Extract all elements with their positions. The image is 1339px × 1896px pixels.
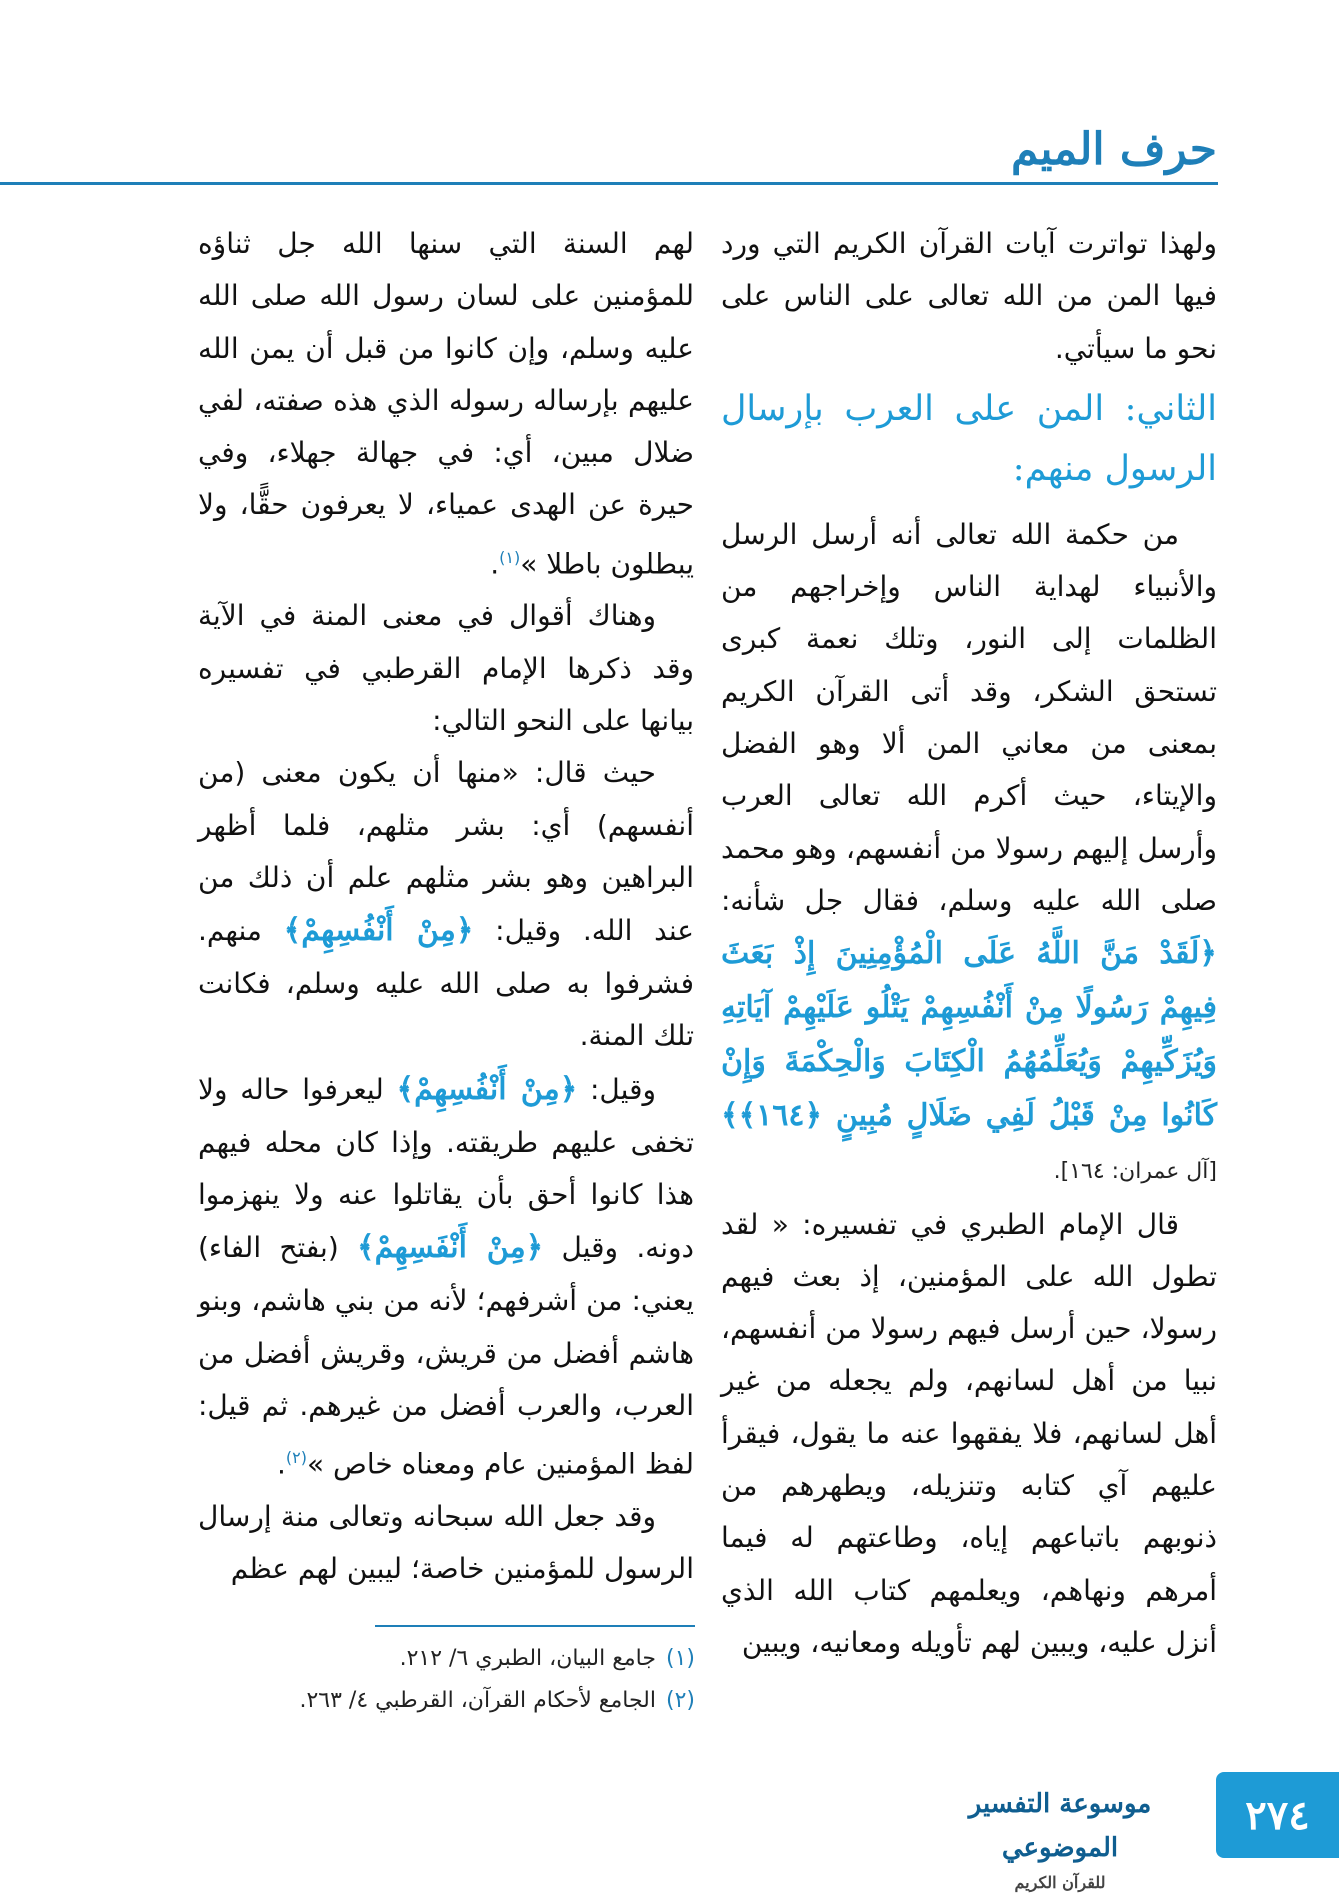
footnote-item bbox=[215, 1680, 695, 1722]
quran-verse: ﴿لَقَدْ مَنَّ اللَّهُ عَلَى الْمُؤْمِنِينَ إِذْ بَعَثَ فِيهِمْ رَسُولًا مِنْ أَنْفُسِهِمْ يَتْلُو عَلَيْهِمْ آيَاتِهِ وَيُزَكِّيهِمْ وَيُعَلِّمُهُمُ الْكِتَابَ وَالْحِكْمَةَ وَإِنْ كَانُوا مِنْ قَبْلُ لَفِي ضَلَالٍ مُبِينٍ ﴿١٦٤﴾﴾ bbox=[721, 936, 1217, 1134]
paragraph-text: لهم السنة التي سنها الله جل ثناؤه للمؤمنين على لسان رسول الله صلى الله عليه وسلم، وإن كانوا من قبل أن يمن الله عليهم بإرساله رسوله الذي هذه صفته، لفي ضلال مبين، أي: في جهالة جهلاء، وفي حيرة عن الهدى عمياء، لا يعرفون حقًّا، ولا يبطلون باطلا » bbox=[198, 227, 694, 581]
page-header-title: حرف الميم bbox=[1010, 124, 1217, 175]
paragraph: لهم السنة التي سنها الله جل ثناؤه للمؤمنين على لسان رسول الله صلى الله عليه وسلم، وإن كانوا من قبل أن يمن الله عليهم بإرساله رسوله الذي هذه صفته، لفي ضلال مبين، أي: في جهالة جهلاء، وفي حيرة عن الهدى عمياء، لا يعرفون حقًّا، ولا يبطلون باطلا »$^{(١)}$. bbox=[198, 227, 694, 581]
paragraph: وقيل: ﴿مِنْ أَنْفُسِهِمْ﴾ ليعرفوا حاله ولا تخفى عليهم طريقته. وإذا كان محله فيهم هذا كانوا أحق بأن يقاتلوا عنه ولا ينهزموا دونه. وقيل ﴿مِنْ أَنْفَسِهِمْ﴾ (بفتح الفاء) يعني: من أشرفهم؛ لأنه من بني هاشم، وبنو هاشم أفضل من قريش، وقريش أفضل من العرب، والعرب أفضل من غيرهم. ثم قيل: لفظ المؤمنين عام ومعناه خاص »$^{(٢)}$. bbox=[198, 1071, 695, 1481]
paragraph: ولهذا تواترت آيات القرآن الكريم التي ورد فيها المن من الله تعالى على الناس على نحو ما سيأتي. bbox=[721, 227, 1217, 365]
footnote-divider bbox=[375, 1625, 695, 1627]
quran-phrase: ﴿مِنْ أَنْفُسِهِمْ﴾ bbox=[396, 1071, 578, 1107]
paragraph-text: منهم. فشرفوا به صلى الله عليه وسلم، فكانت تلك المنة. bbox=[198, 914, 694, 1053]
paragraph bbox=[721, 509, 1217, 1199]
footnote-ref[interactable]: (٢) bbox=[285, 1448, 307, 1468]
footnote-text: الجامع لأحكام القرآن، القرطبي ٤/ ٢٦٣. bbox=[299, 1688, 656, 1713]
footnote-item bbox=[215, 1638, 695, 1680]
paragraph: قال الإمام الطبري في تفسيره: « لقد تطول الله على المؤمنين، إذ بعث فيهم رسولا، حين أرسل فيهم رسولا من أنفسهم، نبيا من أهل لسانهم، ولم يجعله من غير أهل لسانهم، فلا يفقهوا عنه ما يقول، فيقرأ عليهم آي كتابه وتنزيله، ويطهرهم من ذنوبهم باتباعهم إياه، وطاعتهم له فيما أمرهم ونهاهم، ويعلمهم كتاب الله الذي أنزل عليه، ويبين لهم تأويله ومعانيه، ويبين bbox=[721, 1207, 1217, 1659]
footnote-text: جامع البيان، الطبري ٦/ ٢١٢. bbox=[399, 1646, 656, 1671]
paragraph: وقد جعل الله سبحانه وتعالى منة إرسال الرسول للمؤمنين خاصة؛ ليبين لهم عظم bbox=[198, 1499, 694, 1586]
quran-phrase: ﴿مِنْ أَنْفَسِهِمْ﴾ bbox=[357, 1230, 544, 1266]
logo-title: موسوعة التفسير الموضوعي bbox=[968, 1789, 1152, 1863]
page-number-badge: ٢٧٤ bbox=[1216, 1772, 1339, 1858]
logo-subtitle: للقرآن الكريم bbox=[1014, 1873, 1106, 1892]
footnotes bbox=[215, 1638, 695, 1722]
encyclopedia-logo bbox=[935, 1782, 1185, 1892]
left-column bbox=[198, 218, 694, 1595]
paragraph-text: حيث قال: «منها أن يكون معنى (من أنفسهم) أي: بشر مثلهم، فلما أظهر البراهين وهو بشر مثلهم علم أن ذلك من عند الله. وقيل: bbox=[198, 756, 694, 948]
quran-phrase: ﴿مِنْ أَنْفُسِهِمْ﴾ bbox=[283, 913, 474, 949]
paragraph-text: وقيل: bbox=[589, 1072, 656, 1106]
header-divider bbox=[0, 182, 1218, 185]
paragraph-text: من حكمة الله تعالى أنه أرسل الرسل والأنبياء لهداية الناس وإخراجهم من الظلمات إلى النور، وتلك نعمة كبرى تستحق الشكر، وقد أتى القرآن الكريم بمعنى من معاني المن ألا وهو الفضل والإيتاء، حيث أكرم الله تعالى العرب وأرسل إليهم رسولا من أنفسهم، وهو محمد صلى الله عليه وسلم، فقال جل شأنه: bbox=[721, 517, 1217, 917]
paragraph: وهناك أقوال في معنى المنة في الآية وقد ذكرها الإمام القرطبي في تفسيره بيانها على النحو التالي: bbox=[198, 599, 694, 737]
verse-reference: [آل عمران: ١٦٤]. bbox=[1053, 1159, 1217, 1185]
section-subheading: الثاني: المن على العرب بإرسال الرسول منهم: bbox=[721, 388, 1217, 489]
footnote-ref[interactable]: (١) bbox=[499, 547, 521, 567]
right-column bbox=[721, 218, 1217, 1669]
paragraph-text: ليعرفوا حاله ولا تخفى عليهم طريقته. وإذا كان محله فيهم هذا كانوا أحق بأن يقاتلوا عنه ولا ينهزموا دونه. وقيل bbox=[198, 1072, 695, 1265]
paragraph bbox=[198, 747, 694, 1062]
footnote-number: (٢) bbox=[665, 1688, 695, 1713]
footnote-number: (١) bbox=[665, 1646, 695, 1671]
paragraph-text: (بفتح الفاء) يعني: من أشرفهم؛ لأنه من بني هاشم، وبنو هاشم أفضل من قريش، وقريش أفضل من العرب، والعرب أفضل من غيرهم. ثم قيل: لفظ المؤمنين عام ومعناه خاص » bbox=[198, 1231, 694, 1481]
